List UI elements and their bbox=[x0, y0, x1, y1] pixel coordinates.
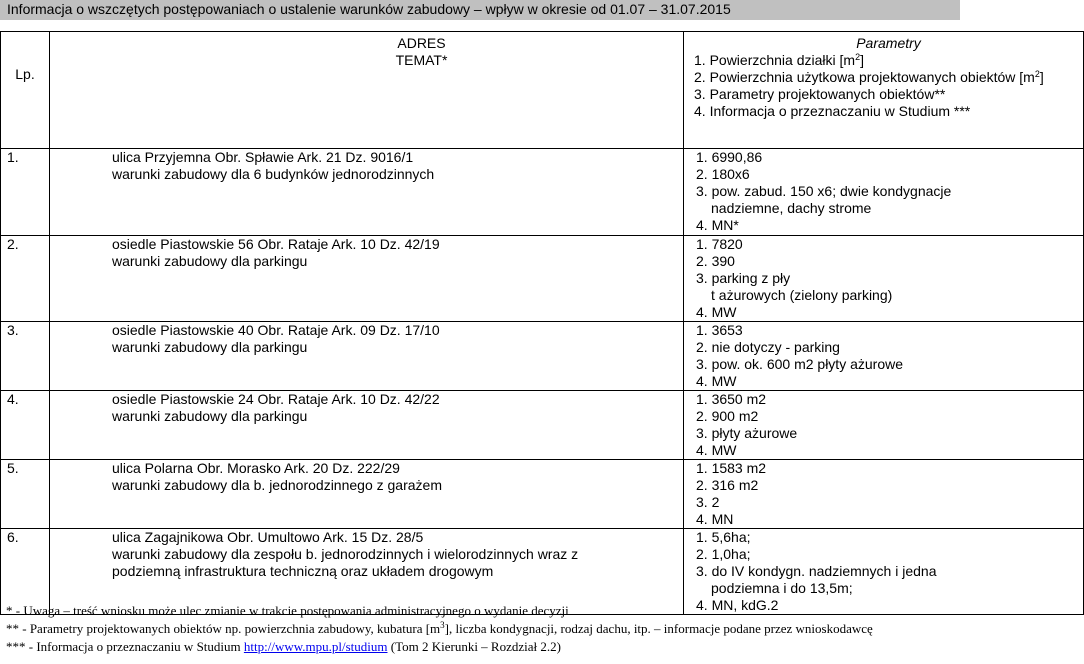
header-param-4: 4. Informacja o przeznaczaniu w Studium *** bbox=[694, 103, 971, 119]
row-param: 1. 5,6ha; bbox=[696, 529, 751, 545]
header-param-1: 1. Powierzchnia działki $[m^2]$ bbox=[694, 52, 864, 68]
row-param: 4. MW bbox=[696, 442, 737, 458]
header-temat: TEMAT* bbox=[395, 52, 448, 68]
row-param: 1. 3650 m2 bbox=[696, 391, 767, 407]
row-param: 4. MN* bbox=[696, 217, 739, 233]
row-param: 2. 316 m2 bbox=[696, 477, 759, 493]
row-topic: warunki zabudowy dla parkingu bbox=[112, 339, 308, 355]
row-param: 1. 7820 bbox=[696, 236, 743, 252]
studium-link[interactable]: http://www.mpu.pl/studium bbox=[243, 639, 388, 654]
row-param: 1. 6990,86 bbox=[696, 149, 763, 165]
header-parameters bbox=[684, 32, 1084, 149]
row-lp: 5. bbox=[1, 460, 50, 529]
row-topic-continued: podziemną infrastruktura techniczną oraz układem drogowym bbox=[112, 563, 494, 579]
row-param: 2. 900 m2 bbox=[696, 408, 759, 424]
footnote-3: *** - Informacja o przeznaczaniu w Studium http://www.mpu.pl/studium (Tom 2 Kierunki – Rozdział 2.2) bbox=[6, 639, 561, 654]
row-address-cell bbox=[50, 322, 684, 391]
row-param: podziemna i do 13,5m; bbox=[711, 580, 853, 596]
row-topic: warunki zabudowy dla zespołu b. jednorodzinnych i wielorodzinnych wraz z bbox=[112, 546, 579, 562]
row-param: 2. 180x6 bbox=[696, 166, 750, 182]
row-address: osiedle Piastowskie 56 Obr. Rataje Ark. 10 Dz. 42/19 bbox=[112, 236, 440, 252]
footnote-1: * - Uwaga – treść wniosku może ulec zmianie w trakcie postępowania administracyjnego o wydanie decyzji bbox=[6, 603, 569, 618]
document-title: Informacja o wszczętych postępowaniach o ustalenie warunków zabudowy – wpływ w okresie od 01.07 – 31.07.2015 bbox=[0, 0, 960, 20]
row-topic: warunki zabudowy dla 6 budynków jednorodzinnych bbox=[112, 166, 435, 182]
row-lp: 4. bbox=[1, 391, 50, 460]
row-address-cell bbox=[50, 391, 684, 460]
row-address: osiedle Piastowskie 24 Obr. Rataje Ark. 10 Dz. 42/22 bbox=[112, 391, 440, 407]
row-param: 3. pow. zabud. 150 x6; dwie kondygnacje bbox=[696, 183, 952, 199]
applications-table bbox=[0, 31, 1084, 615]
row-lp: 1. bbox=[1, 149, 50, 236]
row-param: 3. pow. ok. 600 m2 płyty ażurowe bbox=[696, 356, 903, 372]
row-param: 4. MW bbox=[696, 373, 737, 389]
row-lp: 6. bbox=[1, 529, 50, 615]
row-address: ulica Zagajnikowa Obr. Umultowo Ark. 15 Dz. 28/5 bbox=[112, 529, 424, 545]
row-param: nadziemne, dachy strome bbox=[711, 200, 872, 216]
row-topic: warunki zabudowy dla parkingu bbox=[112, 408, 308, 424]
footnotes bbox=[6, 602, 956, 656]
row-param: 3. płyty ażurowe bbox=[696, 425, 798, 441]
row-params-cell bbox=[684, 322, 1084, 391]
row-param: 4. MW bbox=[696, 304, 737, 320]
row-address-cell bbox=[50, 149, 684, 236]
table-row bbox=[1, 236, 1084, 322]
header-adres: ADRES bbox=[397, 35, 446, 51]
table-row bbox=[1, 149, 1084, 236]
row-address: osiedle Piastowskie 40 Obr. Rataje Ark. 09 Dz. 17/10 bbox=[112, 322, 440, 338]
row-param: 4. MN, kdG.2 bbox=[696, 597, 779, 613]
row-params-cell bbox=[684, 460, 1084, 529]
row-param: 2. 1,0ha; bbox=[696, 546, 751, 562]
row-address: ulica Polarna Obr. Morasko Ark. 20 Dz. 222/29 bbox=[112, 460, 400, 476]
row-param: 2. 390 bbox=[696, 253, 735, 269]
row-address-cell bbox=[50, 236, 684, 322]
table-row bbox=[1, 460, 1084, 529]
header-parametry: Parametry bbox=[856, 35, 921, 51]
row-param: 3. parking z pły bbox=[696, 270, 791, 286]
header-param-2: 2. Powierzchnia użytkowa projektowanych obiektów $[m^2]$ bbox=[694, 69, 1044, 85]
header-lp: Lp. bbox=[1, 32, 50, 149]
row-param: 4. MN bbox=[696, 511, 734, 527]
row-param: 1. 1583 m2 bbox=[696, 460, 767, 476]
row-address: ulica Przyjemna Obr. Spławie Ark. 21 Dz. 9016/1 bbox=[112, 149, 414, 165]
row-lp: 3. bbox=[1, 322, 50, 391]
row-param: 1. 3653 bbox=[696, 322, 743, 338]
header-address bbox=[50, 32, 684, 149]
row-param: 3. 2 bbox=[696, 494, 720, 510]
row-params-cell bbox=[684, 236, 1084, 322]
row-param: 3. do IV kondygn. nadziemnych i jedna bbox=[696, 563, 937, 579]
row-topic: warunki zabudowy dla b. jednorodzinnego z garażem bbox=[112, 477, 442, 493]
row-param: 2. nie dotyczy - parking bbox=[696, 339, 840, 355]
row-topic: warunki zabudowy dla parkingu bbox=[112, 253, 308, 269]
table-header-row bbox=[1, 32, 1084, 149]
row-lp: 2. bbox=[1, 236, 50, 322]
row-params-cell bbox=[684, 391, 1084, 460]
table-row bbox=[1, 391, 1084, 460]
footnote-2: ** - Parametry projektowanych obiektów np. powierzchnia zabudowy, kubatura $[m^3]$, liczba kondygnacji, rodzaj dachu, itp. – informacje podane przez wnioskodawcę bbox=[6, 620, 873, 636]
row-param: t ażurowych (zielony parking) bbox=[711, 287, 893, 303]
header-param-3: 3. Parametry projektowanych obiektów** bbox=[694, 86, 946, 102]
row-params-cell bbox=[684, 149, 1084, 236]
row-address-cell bbox=[50, 460, 684, 529]
table-row bbox=[1, 322, 1084, 391]
